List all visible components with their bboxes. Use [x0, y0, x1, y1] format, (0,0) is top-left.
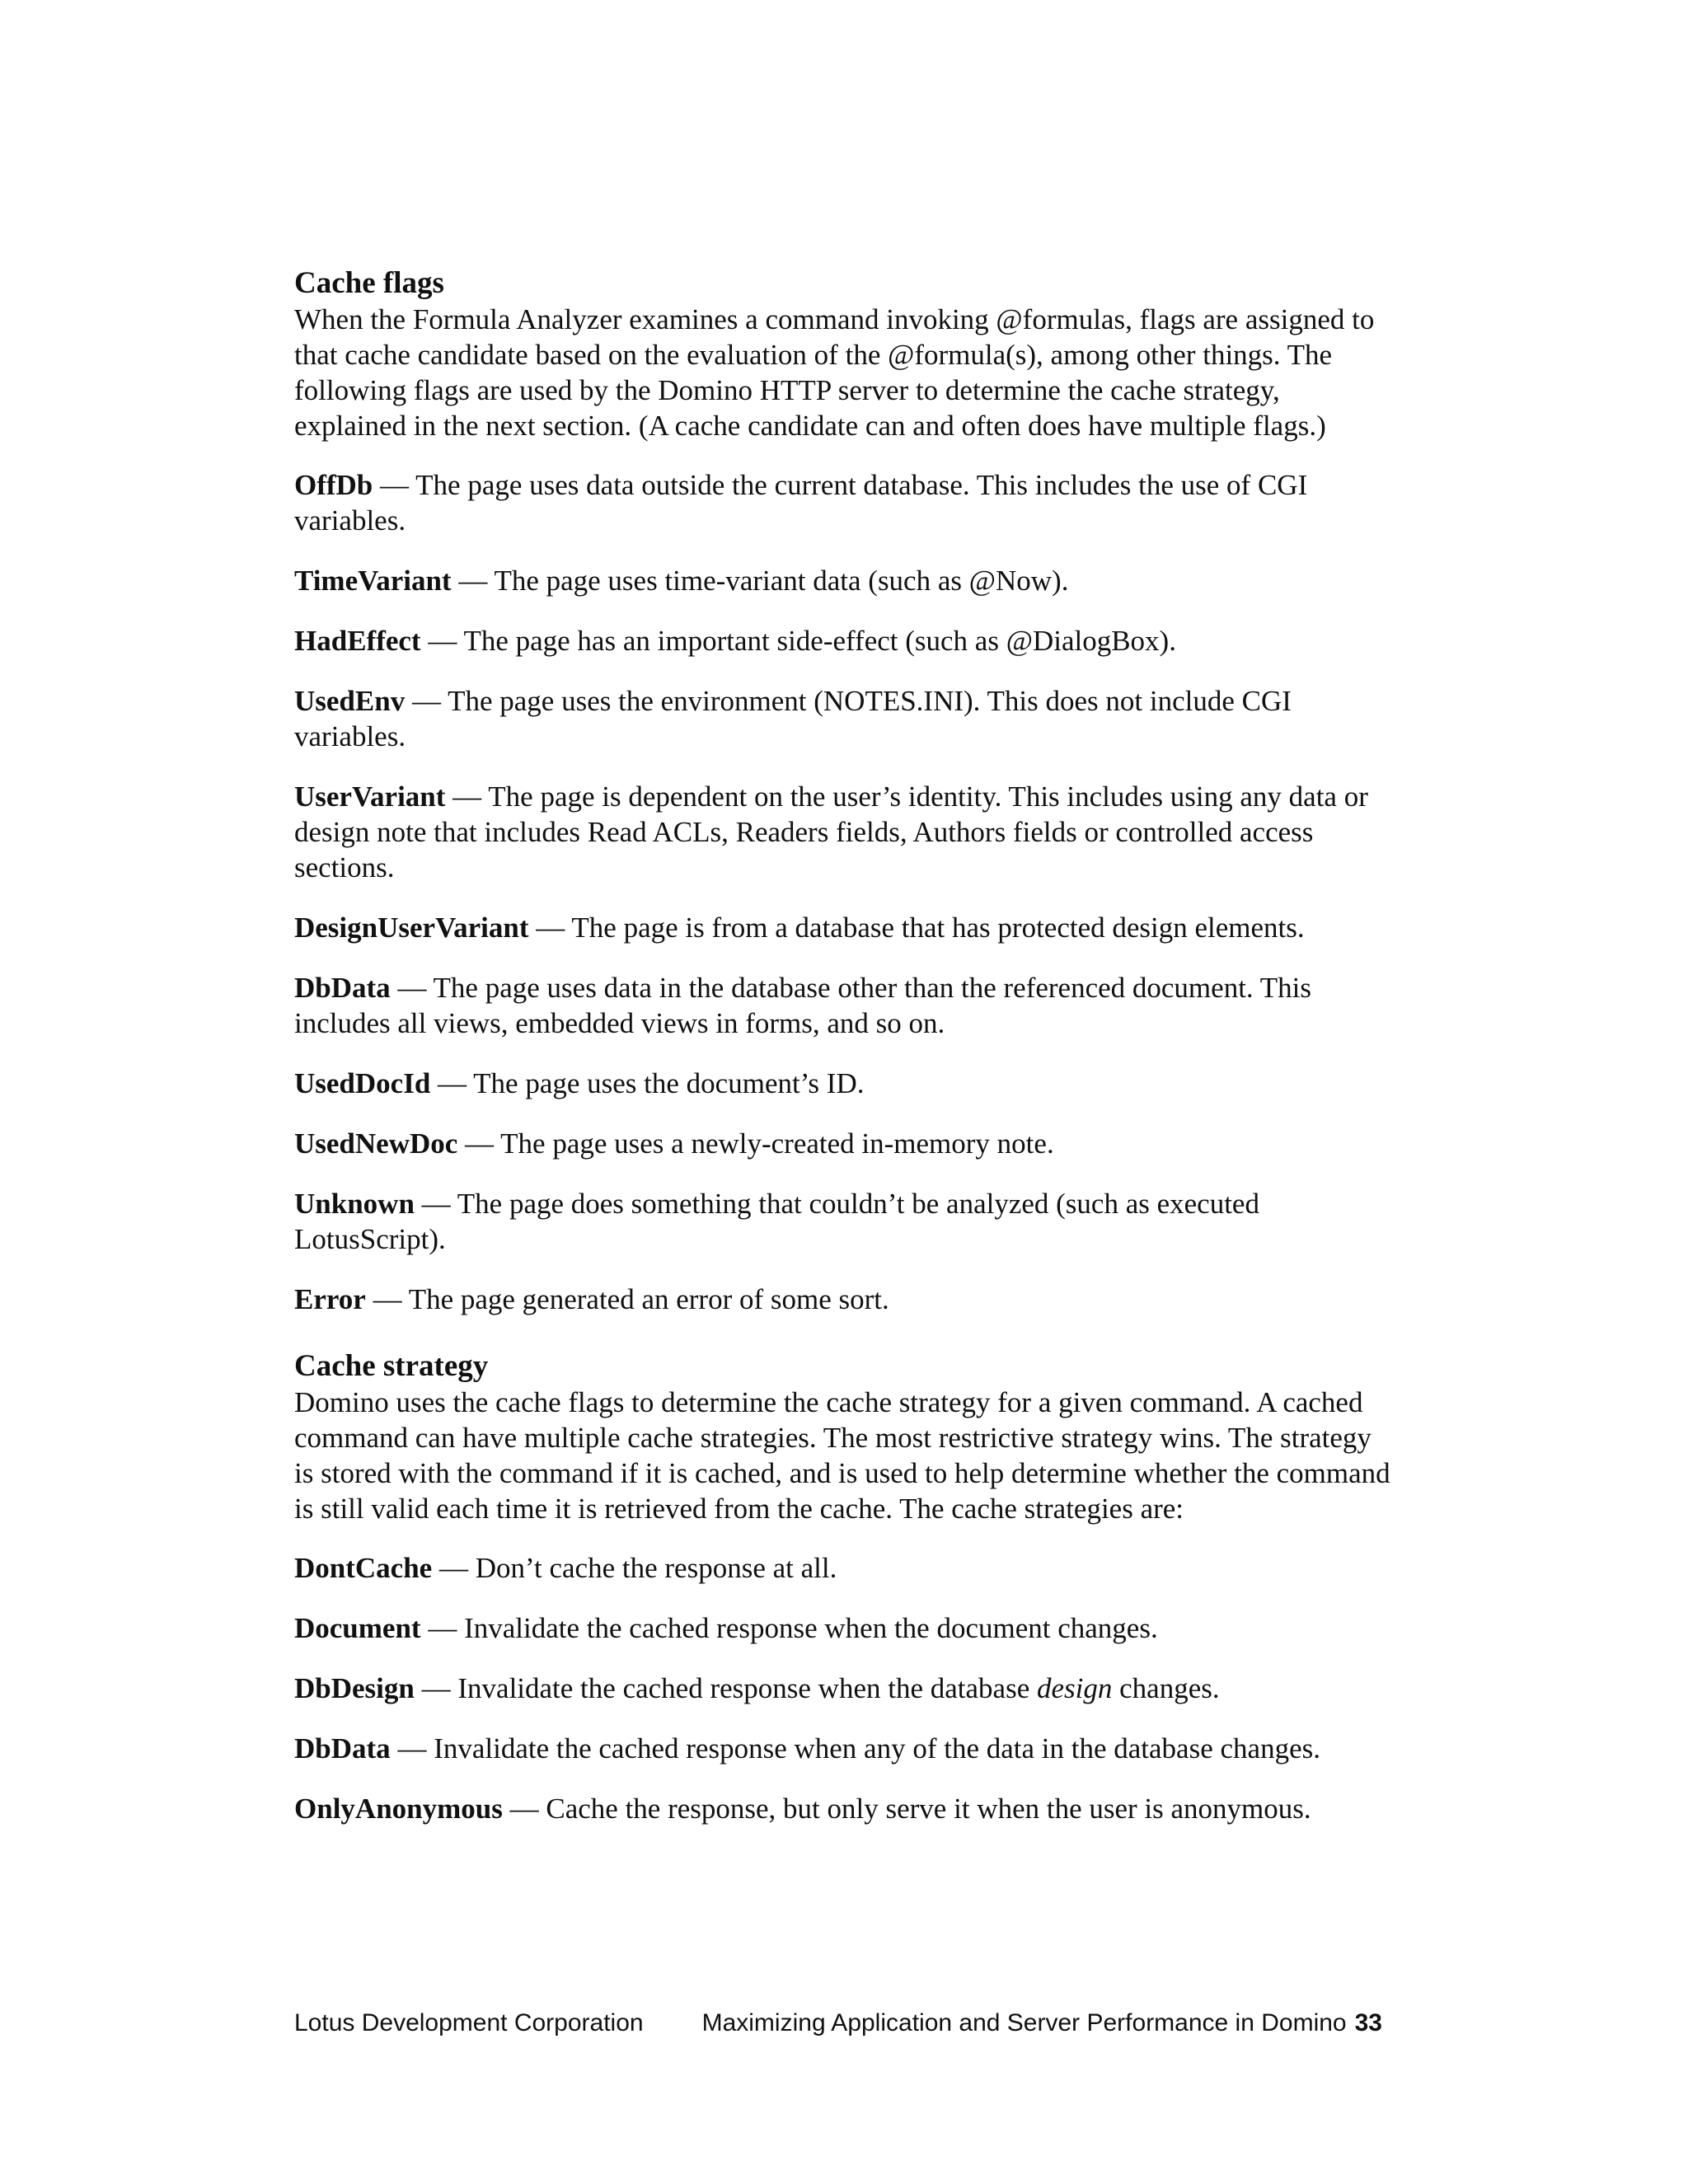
flag-term: Unknown	[294, 1188, 415, 1220]
flag-offdb	[294, 467, 1390, 538]
flag-error	[294, 1282, 1390, 1317]
strategy-document	[294, 1610, 1390, 1646]
flag-useddocid	[294, 1066, 1390, 1101]
strategy-term: OnlyAnonymous	[294, 1793, 503, 1825]
strategy-desc: — Cache the response, but only serve it when the user is anonymous.	[502, 1793, 1311, 1825]
flag-term: UsedDocId	[294, 1067, 431, 1099]
flag-desc: — The page uses time-variant data (such as @Now).	[451, 565, 1069, 597]
flag-desc: — The page generated an error of some sort.	[365, 1283, 889, 1315]
section-cache-flags	[294, 265, 1390, 1317]
footer-company: Lotus Development Corporation	[294, 2009, 644, 2036]
footer-right	[702, 2008, 1382, 2038]
flag-term: TimeVariant	[294, 565, 452, 597]
page-number: 33	[1354, 2009, 1382, 2036]
flag-desc: — The page has an important side-effect (such as @DialogBox).	[420, 625, 1176, 657]
flag-uservariant	[294, 779, 1390, 885]
flag-usednewdoc	[294, 1126, 1390, 1161]
flag-term: OffDb	[294, 469, 373, 501]
flag-desc: — The page uses data in the database other than the referenced document. This includes all views, embedded views in forms, and so on.	[294, 972, 1312, 1039]
strategy-dbdesign	[294, 1671, 1390, 1706]
flag-term: HadEffect	[294, 625, 421, 657]
strategy-desc: — Invalidate the cached response when the document changes.	[420, 1612, 1158, 1644]
strategy-desc: — Invalidate the cached response when any of the data in the database changes.	[390, 1732, 1320, 1765]
flag-dbdata	[294, 970, 1390, 1041]
flag-desc: — The page uses data outside the current database. This includes the use of CGI variables.	[294, 469, 1308, 537]
flag-desc: — The page is from a database that has protected design elements.	[528, 912, 1305, 944]
strategy-desc: — Don’t cache the response at all.	[432, 1552, 837, 1584]
strategy-term: DontCache	[294, 1552, 433, 1584]
flag-term: UsedEnv	[294, 685, 406, 717]
flag-desc: — The page uses the document’s ID.	[430, 1067, 865, 1099]
strategy-desc-emphasis: design	[1036, 1672, 1113, 1704]
flag-designuservariant	[294, 910, 1390, 945]
flag-term: Error	[294, 1283, 366, 1315]
flag-unknown	[294, 1186, 1390, 1257]
section-cache-strategy	[294, 1348, 1390, 1826]
intro-cache-flags: When the Formula Analyzer examines a command invoking @formulas, flags are assigned to that cache candidate based on the evaluation of the @formula(s), among other things. The following flags are used by the Domino HTTP server to determine the cache strategy, explained in the next section. (A cache candidate can and often does have multiple flags.)	[294, 303, 1375, 442]
flag-usedenv	[294, 683, 1390, 754]
flag-hadeffect	[294, 623, 1390, 658]
flag-timevariant	[294, 563, 1390, 598]
intro-cache-strategy: Domino uses the cache flags to determine the cache strategy for a given command. A cached command can have multiple cache strategies. The most restrictive strategy wins. The strategy is stored with the command if it is cached, and is used to help determine whether the command is still valid each time it is retrieved from the cache. The cache strategies are:	[294, 1386, 1390, 1525]
strategy-desc: — Invalidate the cached response when the database	[414, 1672, 1037, 1704]
flag-desc: — The page uses a newly-created in-memory note.	[457, 1127, 1054, 1160]
strategy-term: DbDesign	[294, 1672, 415, 1704]
heading-cache-flags: Cache flags	[294, 266, 444, 300]
flag-desc: — The page uses the environment (NOTES.INI). This does not include CGI variables.	[294, 685, 1292, 752]
flag-term: UsedNewDoc	[294, 1127, 458, 1160]
strategy-dbdata	[294, 1731, 1390, 1766]
strategy-onlyanonymous	[294, 1791, 1390, 1826]
strategy-term: Document	[294, 1612, 421, 1644]
flag-desc: — The page is dependent on the user’s identity. This includes using any data or design note that includes Read ACLs, Readers fields, Authors fields or controlled access sections.	[294, 780, 1368, 883]
strategy-desc: changes.	[1112, 1672, 1220, 1704]
flag-term: DesignUserVariant	[294, 912, 529, 944]
document-body	[294, 265, 1390, 1851]
strategy-term: DbData	[294, 1732, 391, 1765]
strategy-dontcache	[294, 1550, 1390, 1586]
flag-term: DbData	[294, 972, 391, 1004]
heading-cache-strategy: Cache strategy	[294, 1349, 489, 1383]
flag-desc: — The page does something that couldn’t be analyzed (such as executed LotusScript).	[294, 1188, 1259, 1255]
flag-term: UserVariant	[294, 780, 446, 813]
footer-title: Maximizing Application and Server Performance in Domino	[701, 2009, 1347, 2036]
